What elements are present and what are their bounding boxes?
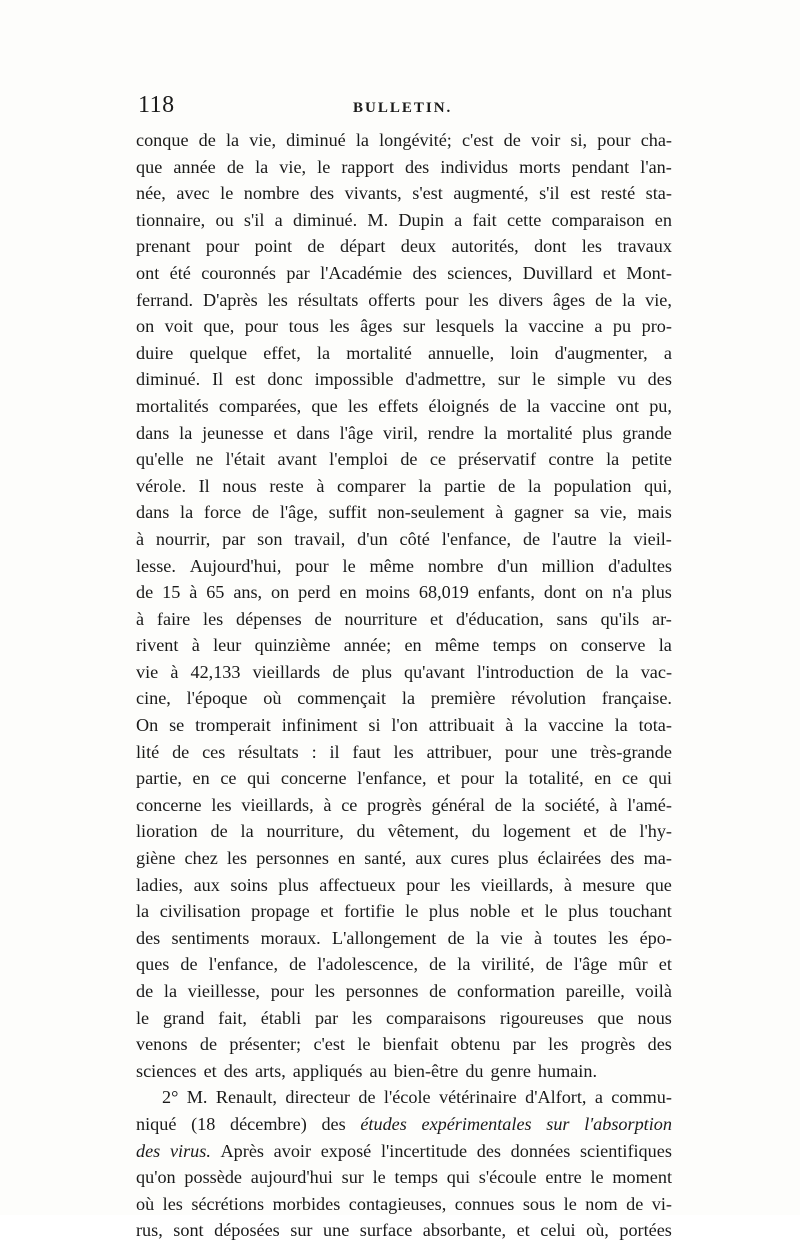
text-line: mortalités comparées, que les effets éloignés de la vaccine ont pu,: [136, 395, 672, 416]
text-line: à nourrir, par son travail, d'un côté l'enfance, de l'autre la vieil-: [136, 528, 672, 549]
text-line: à faire les dépenses de nourriture et d'éducation, sans qu'ils ar-: [136, 608, 672, 629]
text-line: rivent à leur quinzième année; en même temps on conserve la: [136, 635, 672, 656]
text-line: des virus. Après avoir exposé l'incertitude des données scientifiques: [136, 1140, 672, 1161]
text-line: lesse. Aujourd'hui, pour le même nombre d'un million d'adultes: [136, 555, 672, 576]
text-line: qu'on possède aujourd'hui sur le temps qui s'écoule entre le moment: [136, 1167, 672, 1188]
text-line: diminué. Il est donc impossible d'admettre, sur le simple vu des: [136, 369, 672, 390]
text-line: duire quelque effet, la mortalité annuelle, loin d'augmenter, a: [136, 342, 672, 363]
text-line: rus, sont déposées sur une surface absorbante, et celui où, portées: [136, 1220, 672, 1241]
text-line: conque de la vie, diminué la longévité; c'est de voir si, pour cha-: [136, 130, 672, 150]
text-line: 2° M. Renault, directeur de l'école vétérinaire d'Alfort, a commu-: [162, 1087, 672, 1108]
text-line: on voit que, pour tous les âges sur lesquels la vaccine a pu pro-: [136, 316, 672, 337]
text-line: le grand fait, établi par les comparaisons rigoureuses que nous: [136, 1007, 672, 1028]
text-line: que année de la vie, le rapport des individus morts pendant l'an-: [136, 156, 672, 177]
text-line: des sentiments moraux. L'allongement de la vie à toutes les épo-: [136, 927, 672, 948]
text-line: lité de ces résultats : il faut les attribuer, pour une très-grande: [136, 741, 672, 762]
text-line: vie à 42,133 vieillards de plus qu'avant l'introduction de la vac-: [136, 661, 672, 682]
text-line: ques de l'enfance, de l'adolescence, de la virilité, de l'âge mûr et: [136, 954, 672, 975]
text-line: de 15 à 65 ans, on perd en moins 68,019 enfants, dont on n'a plus: [136, 582, 672, 603]
running-head: BULLETIN.: [353, 100, 453, 116]
text-line: dans la force de l'âge, suffit non-seulement à gagner sa vie, mais: [136, 502, 672, 523]
text-line: partie, en ce qui concerne l'enfance, et pour la totalité, en ce qui: [136, 768, 672, 789]
text-line: On se tromperait infiniment si l'on attribuait à la vaccine la tota-: [136, 715, 672, 736]
text-line: où les sécrétions morbides contagieuses, connues sous le nom de vi-: [136, 1193, 672, 1214]
text-line: de la vieillesse, pour les personnes de conformation pareille, voilà: [136, 981, 672, 1001]
text-line: ladies, aux soins plus affectueux pour les vieillards, à mesure que: [136, 874, 672, 895]
page-number: 118: [138, 92, 175, 118]
text-line: ont été couronnés par l'Académie des sciences, Duvillard et Mont-: [136, 262, 672, 283]
text-line: vérole. Il nous reste à comparer la partie de la population qui,: [136, 475, 672, 496]
text-line: sciences et des arts, appliqués au bien-être du genre humain.: [136, 1060, 597, 1081]
body-text: [136, 127, 672, 1244]
text-line: dans la jeunesse et dans l'âge viril, rendre la mortalité plus grande: [136, 422, 672, 443]
text-line: née, avec le nombre des vivants, s'est augmenté, s'il est resté sta-: [136, 183, 672, 204]
text-line: qu'elle ne l'était avant l'emploi de ce préservatif contre la petite: [136, 449, 672, 470]
text-line: lioration de la nourriture, du vêtement, du logement et de l'hy-: [136, 821, 672, 842]
text-line: tionnaire, ou s'il a diminué. M. Dupin a fait cette comparaison en: [136, 209, 672, 230]
text-line: ferrand. D'après les résultats offerts pour les divers âges de la vie,: [136, 289, 672, 310]
text-line: venons de présenter; c'est le bienfait obtenu par les progrès des: [136, 1034, 672, 1055]
text-line: cine, l'époque où commençait la première révolution française.: [136, 688, 672, 709]
text-line: niqué (18 décembre) des études expérimentales sur l'absorption: [136, 1113, 672, 1134]
text-line: prenant pour point de départ deux autorités, dont les travaux: [136, 236, 672, 257]
text-line: la civilisation propage et fortifie le plus noble et le plus touchant: [136, 901, 672, 922]
page-header: [138, 92, 668, 122]
text-line: giène chez les personnes en santé, aux cures plus éclairées des ma-: [136, 848, 672, 869]
text-line: concerne les vieillards, à ce progrès général de la société, à l'amé-: [136, 794, 672, 815]
